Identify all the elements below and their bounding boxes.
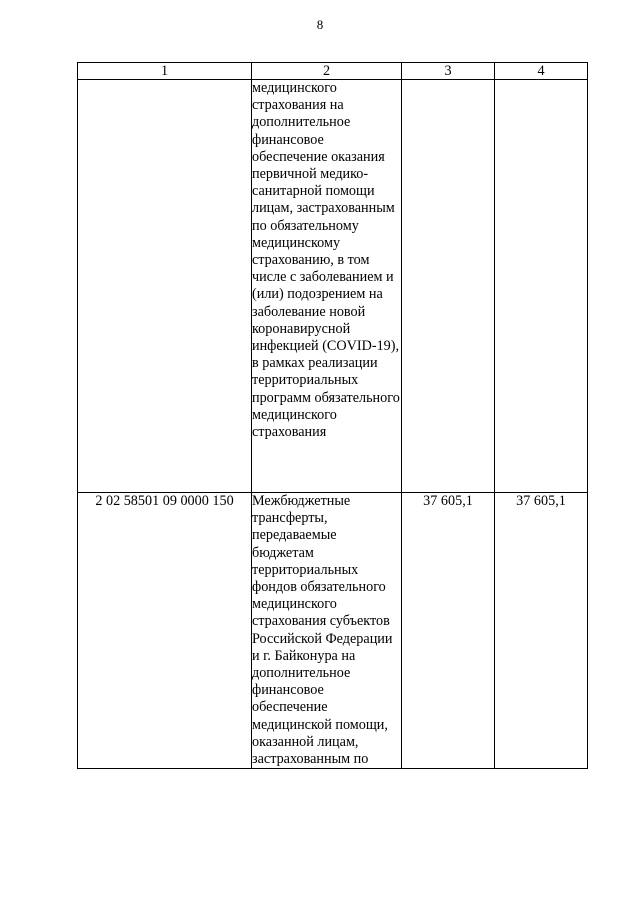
budget-code: 2 02 58501 09 0000 150 — [78, 493, 252, 769]
table-row — [78, 493, 588, 769]
page-number: 8 — [316, 17, 324, 32]
value-col-4 — [495, 80, 588, 493]
header-col-2: 2 — [252, 63, 402, 80]
description-cell — [252, 80, 402, 493]
header-col-3: 3 — [402, 63, 495, 80]
value-col-3 — [402, 80, 495, 493]
code-cell — [78, 80, 252, 493]
header-col-4: 4 — [495, 63, 588, 80]
budget-table — [77, 62, 588, 769]
header-col-1: 1 — [78, 63, 252, 80]
description-text: Межбюджетные трансферты, передаваемые бюджетам территориальных фондов обязательного медицинского страхования субъектов Российской Федерации и г. Байконура на дополнительное финансовое обеспечение медицинской помощи, оказанной лицам, застрахованным по — [252, 493, 393, 768]
value-col-4: 37 605,1 — [495, 493, 588, 769]
table-header-row — [78, 63, 588, 80]
description-cell — [252, 493, 402, 769]
table-row-continued — [78, 80, 588, 493]
value-col-3: 37 605,1 — [402, 493, 495, 769]
description-text: медицинского страхования на дополнительное финансовое обеспечение оказания первичной медико-санитарной помощи лицам, застрахованным по обязательному медицинскому страхованию, в том числе с заболеванием и (или) подозрением на заболевание новой коронавирусной инфекцией (COVID-19), в рамках реализации территориальных программ обязательного медицинского страхования — [252, 80, 400, 441]
